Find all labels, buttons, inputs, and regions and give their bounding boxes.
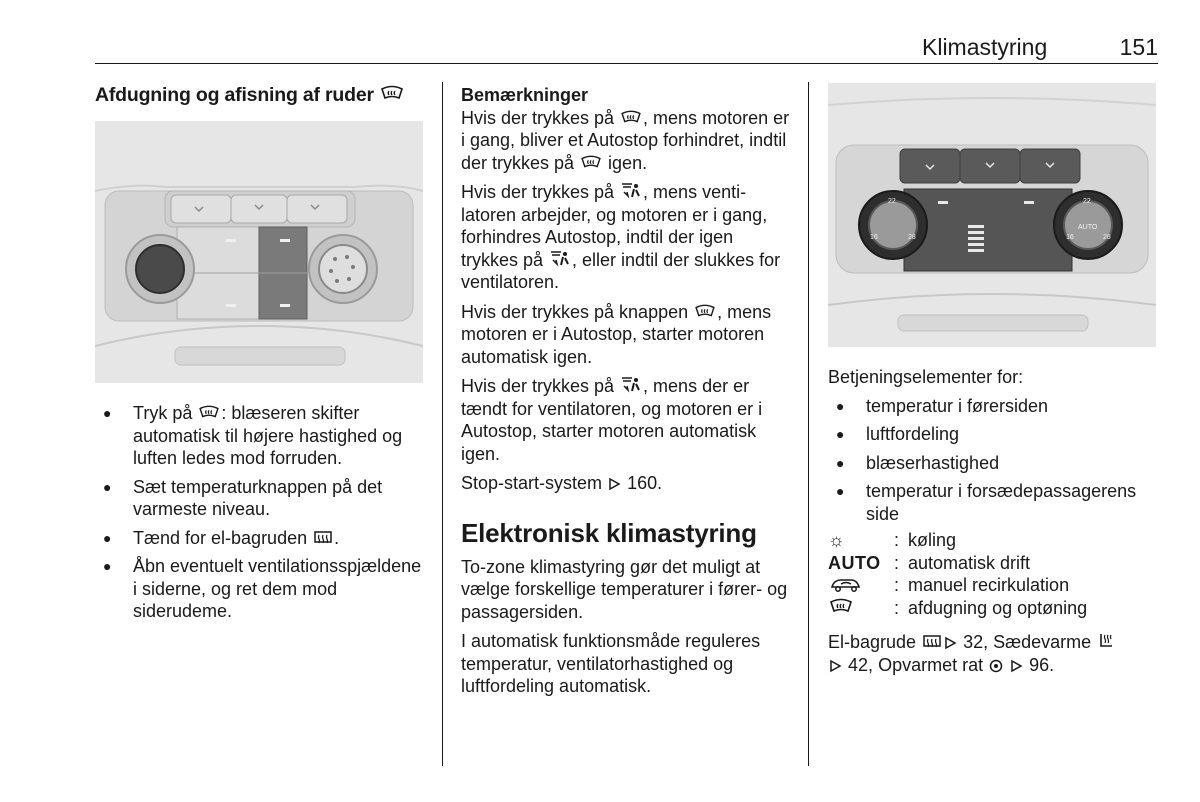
windscreen-defrost-icon <box>620 110 642 126</box>
seat-heating-icon <box>1097 632 1115 650</box>
xref-page: 160. <box>627 473 663 493</box>
defrost-steps-list <box>95 402 425 623</box>
text-run: Hvis der trykkes på <box>461 107 620 128</box>
air-distribution-windscreen-footwell-icon <box>620 182 642 200</box>
bullet-text: Åbn eventuelt ventilationsspjældene i siderne, og ret dem mod siderudeme. <box>133 556 422 621</box>
legend-colon: : <box>894 597 900 618</box>
dial-label: 28 <box>1103 234 1111 241</box>
dial-label: 22 <box>888 198 896 205</box>
bullet-text: Sæt temperaturknappen på det varmeste niveau. <box>133 476 383 519</box>
rear-window-heating-icon <box>922 634 942 650</box>
legend-desc: køling <box>908 530 957 550</box>
bullet-text: Tænd for el-bagruden <box>133 527 313 548</box>
cooling-icon: ☼ <box>828 530 845 550</box>
symbol-legend <box>828 529 1158 619</box>
bullet-text: Tryk på <box>133 403 198 423</box>
bullet-text: . <box>334 527 340 548</box>
column-3 <box>828 366 1158 683</box>
body-paragraph: To-zone klimastyring gør det muligt at vælge forskellige temperaturer i fører- og passagersiden. <box>461 556 788 622</box>
ref-page[interactable]: 42, <box>848 654 874 675</box>
text-run: Hvis der trykkes på <box>461 182 620 202</box>
dial-label: 16 <box>870 234 878 241</box>
legend-colon: : <box>894 575 900 595</box>
header-rule <box>95 63 1158 64</box>
controls-intro: Betjeningselementer for: <box>828 367 1024 387</box>
controls-list <box>828 395 1158 526</box>
auto-label: AUTO <box>828 552 881 573</box>
list-item <box>95 476 425 521</box>
text-run: , mens motoren er i Autostop, starter motoren automatisk igen. <box>461 301 772 367</box>
list-item: ● blæserhastighed <box>828 452 1158 475</box>
air-distribution-windscreen-footwell-icon <box>549 250 571 268</box>
recirculation-icon <box>828 574 894 597</box>
windscreen-defrost-icon <box>580 155 602 171</box>
text-run: , mens der er tændt for ventilatoren, og motoren er i Autostop, starter motoren automatisk igen. <box>461 376 763 464</box>
column-divider-right <box>808 82 809 766</box>
bullet-text: : blæseren skifter automatisk til højere hastighed og luften ledes mod forruden. <box>133 403 403 468</box>
heading-text: Afdugning og afisning af ruder <box>95 84 374 106</box>
text-run: Hvis der trykkes på knappen <box>461 301 694 322</box>
text-run: Hvis der trykkes på <box>461 376 620 396</box>
list-item: ● temperatur i førersiden <box>828 395 1158 418</box>
climate-panel-figure-right <box>828 83 1156 347</box>
page-number: 151 <box>1119 34 1158 60</box>
list-item: ● temperatur i forsædepassagerens side <box>828 480 1158 525</box>
page-reference-arrow-icon <box>1010 659 1023 673</box>
legend-row <box>828 529 1158 552</box>
dial-label: 28 <box>908 234 916 241</box>
note-paragraph <box>461 181 793 294</box>
notes-heading: Bemærkninger <box>461 85 589 105</box>
legend-desc: manuel recirkulation <box>908 575 1070 595</box>
text-run: igen. <box>603 152 648 173</box>
legend-colon: : <box>894 552 900 573</box>
legend-colon: : <box>894 530 900 550</box>
electronic-climate-panel-illustration <box>828 83 1156 347</box>
list-item: ● luftfordeling <box>828 423 1158 446</box>
page-reference-arrow-icon <box>608 477 621 491</box>
ref-page[interactable]: 96. <box>1029 654 1055 675</box>
xref-label: Stop-start-system <box>461 473 603 493</box>
body-paragraph: I automatisk funktionsmåde reguleres temperatur, ventilatorhastighed og luftfordeling automatisk. <box>461 631 761 696</box>
dial-label: 22 <box>1083 198 1091 205</box>
dial-label: AUTO <box>1078 224 1098 231</box>
legend-row <box>828 552 1158 575</box>
windscreen-defrost-icon <box>828 597 894 620</box>
legend-desc: automatisk drift <box>908 552 1031 573</box>
note-paragraph <box>461 301 793 369</box>
windscreen-defrost-icon <box>198 405 220 421</box>
column-1-bullets <box>95 402 425 629</box>
text-run: , mens ventilatoren arbejder, og motoren er i gang, forhindres Autostop, indtil der igen trykkes på <box>461 182 768 270</box>
climate-panel-figure-left <box>95 121 423 383</box>
legend-row <box>828 574 1158 597</box>
note-paragraph <box>461 375 793 465</box>
text-run: , mens motoren er i gang, bliver et Autostop forhindret, indtil der trykkes på <box>461 107 790 173</box>
list-item <box>95 555 425 623</box>
legend-row <box>828 597 1158 620</box>
windscreen-defrost-icon <box>380 85 404 103</box>
text-run: , eller indtil der slukkes for ventilatoren. <box>461 249 781 292</box>
ref-label: Sædevarme <box>993 632 1092 652</box>
column-divider-left <box>442 82 443 766</box>
list-item <box>95 527 425 550</box>
ref-label: Opvarmet rat <box>878 654 984 675</box>
related-references <box>828 631 1158 676</box>
dial-label: 16 <box>1066 234 1074 241</box>
section-title-electronic-climate: Elektronisk klimastyring <box>461 517 757 548</box>
running-header-title: Klimastyring <box>922 34 1048 60</box>
legend-desc: afdugning og optøning <box>908 597 1088 618</box>
list-item <box>95 402 425 470</box>
note-paragraph <box>461 107 793 175</box>
page-reference-arrow-icon <box>944 636 957 650</box>
heated-steering-wheel-icon <box>989 659 1003 673</box>
ref-label: El-bagrude <box>828 632 917 652</box>
column-1 <box>95 84 425 107</box>
climate-panel-illustration <box>95 121 423 383</box>
section-heading-defrost <box>95 84 425 107</box>
cross-reference[interactable] <box>461 472 793 495</box>
ref-page[interactable]: 32, <box>963 632 989 652</box>
column-2 <box>461 84 793 705</box>
air-distribution-windscreen-footwell-icon <box>620 376 642 394</box>
windscreen-defrost-icon <box>694 304 716 320</box>
rear-window-heating-icon <box>313 530 333 546</box>
page-reference-arrow-icon <box>829 659 842 673</box>
